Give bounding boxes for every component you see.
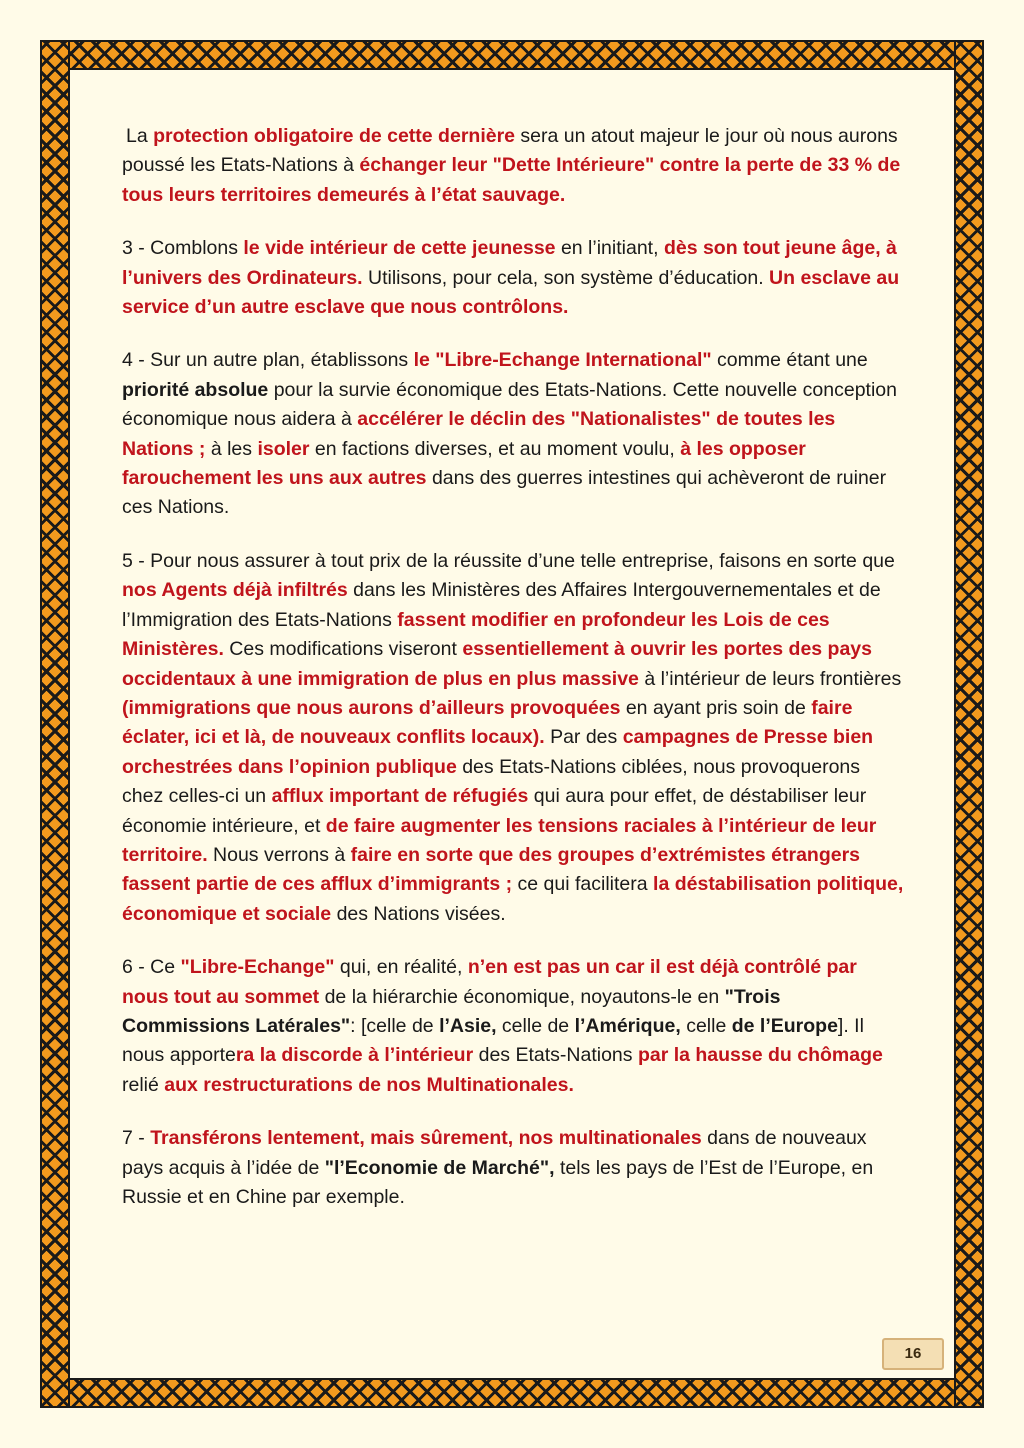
emphasis-segment: accélérer le déclin des "Nationalistes" de toutes les Nations ; [122,408,836,460]
paragraph [122,122,904,210]
paragraph [122,234,904,322]
emphasis-segment: n’en est pas un car il est déjà contrôlé par nous tout au sommet [122,956,857,1008]
emphasis-segment: l’Asie, [439,1014,497,1037]
paragraph [122,346,904,522]
text-segment: celle [680,1014,732,1037]
border-bottom [40,1378,984,1408]
border-top [40,40,984,70]
emphasis-segment: faire en sorte que des groupes d’extrémistes étrangers fassent partie de ces afflux d’immigrants ; [122,843,861,896]
text-segment: des Etats-Nations ciblées, nous provoquerons chez celles-ci un [122,755,861,808]
text-segment: 6 - Ce [122,956,181,979]
text-segment: Utilisons, pour cela, son système d’éducation. [362,266,770,289]
text-segment: tels les pays de l’Est de l’Europe, en Russie et en Chine par exemple. [122,1156,874,1208]
emphasis-segment: priorité absolue [122,378,269,401]
emphasis-segment: nos Agents déjà infiltrés [122,579,348,602]
emphasis-segment: le "Libre-Echange International" [413,349,712,372]
text-segment: de la hiérarchie économique, noyautons-le en [319,985,725,1008]
text-segment: à l’intérieur de leurs frontières [638,667,902,690]
text-segment: : [celle de [350,1014,440,1037]
text-segment: 7 - [122,1127,151,1150]
emphasis-segment: afflux important de réfugiés [271,785,529,808]
emphasis-segment: "Libre-Echange" [180,956,335,979]
emphasis-segment: "Trois Commissions Latérales" [122,985,781,1037]
text-segment: qui aura pour effet, de déstabiliser leur économie intérieure, et [122,785,867,837]
paragraph [122,1124,904,1212]
emphasis-segment: Transférons lentement, mais sûrement, nos multinationales [150,1127,702,1150]
emphasis-segment: l’Amérique, [574,1014,681,1037]
emphasis-segment: de faire augmenter les tensions raciales à l’intérieur de leur territoire. [122,814,877,866]
text-segment: des Etats-Nations [473,1044,638,1067]
text-segment: sera un atout majeur le jour où nous aurons poussé les Etats-Nations à [122,125,898,177]
emphasis-segment: le vide intérieur de cette jeunesse [243,237,556,260]
emphasis-segment: ra la discorde à l’intérieur [235,1044,474,1067]
emphasis-segment: par la hausse du chômage [637,1044,883,1067]
text-segment: dans les Ministères des Affaires Intergouvernementales et de l’Immigration des Etats-Nations [122,579,881,631]
emphasis-segment: faire éclater, ici et là, de nouveaux conflits locaux). [122,696,853,749]
border-right [954,40,984,1408]
text-segment: ce qui facilitera [512,873,654,896]
paragraph [122,547,904,929]
text-segment: dans de nouveaux pays acquis à l’idée de [122,1127,867,1179]
page-number-badge: 16 [882,1338,944,1370]
text-segment: ]. Il nous apporte [122,1014,864,1067]
text-segment: comme étant une [711,349,868,372]
emphasis-segment: de l’Europe [731,1014,838,1037]
text-segment: Nous verrons à [207,843,351,866]
text-segment: des Nations visées. [331,902,506,925]
emphasis-segment: isoler [257,437,310,460]
text-segment: 4 - Sur un autre plan, établissons [122,349,414,372]
emphasis-segment: "l’Economie de Marché", [324,1156,555,1179]
text-segment: en ayant pris soin de [620,696,812,719]
text-segment: relié [122,1073,165,1096]
text-segment: qui, en réalité, [334,956,468,979]
emphasis-segment: essentiellement à ouvrir les portes des pays occidentaux à une immigration de plus en plus massive [122,638,872,690]
text-segment: 5 - Pour nous assurer à tout prix de la réussite d’une telle entreprise, faisons en sorte que [122,549,895,572]
text-segment: Par des [544,726,623,749]
text-segment: pour la survie économique des Etats-Nations. Cette nouvelle conception économique nous aidera à [122,378,897,431]
border-left [40,40,70,1408]
paragraph [122,953,904,1100]
emphasis-segment: échanger leur "Dette Intérieure" contre la perte de 33 % de tous leurs territoires demeurés à l’état sauvage. [122,154,901,206]
text-segment: dans des guerres intestines qui achèveront de ruiner ces Nations. [122,467,887,519]
text-segment: celle de [496,1014,575,1037]
text-segment: Ces modifications viseront [223,638,463,661]
document-body [122,122,904,1236]
emphasis-segment: dès son tout jeune âge, à l’univers des Ordinateurs. [122,237,897,289]
text-segment: en l’initiant, [555,237,664,260]
emphasis-segment: à les opposer farouchement les uns aux autres [122,437,806,490]
text-segment: en factions diverses, et au moment voulu, [309,437,681,460]
emphasis-segment: fassent modifier en profondeur les Lois de ces Ministères. [122,608,830,661]
emphasis-segment: protection obligatoire de cette dernière [153,125,516,147]
text-segment: 3 - Comblons [122,237,244,260]
emphasis-segment: Un esclave au service d’un autre esclave que nous contrôlons. [122,266,900,319]
emphasis-segment: aux restructurations de nos Multinationales. [164,1073,574,1096]
text-segment: à les [205,437,258,460]
emphasis-segment: la déstabilisation politique, économique et sociale [122,873,904,925]
emphasis-segment: (immigrations que nous aurons d’ailleurs provoquées [122,696,621,719]
text-segment: La [126,125,154,147]
emphasis-segment: campagnes de Presse bien orchestrées dans l’opinion publique [122,726,874,778]
